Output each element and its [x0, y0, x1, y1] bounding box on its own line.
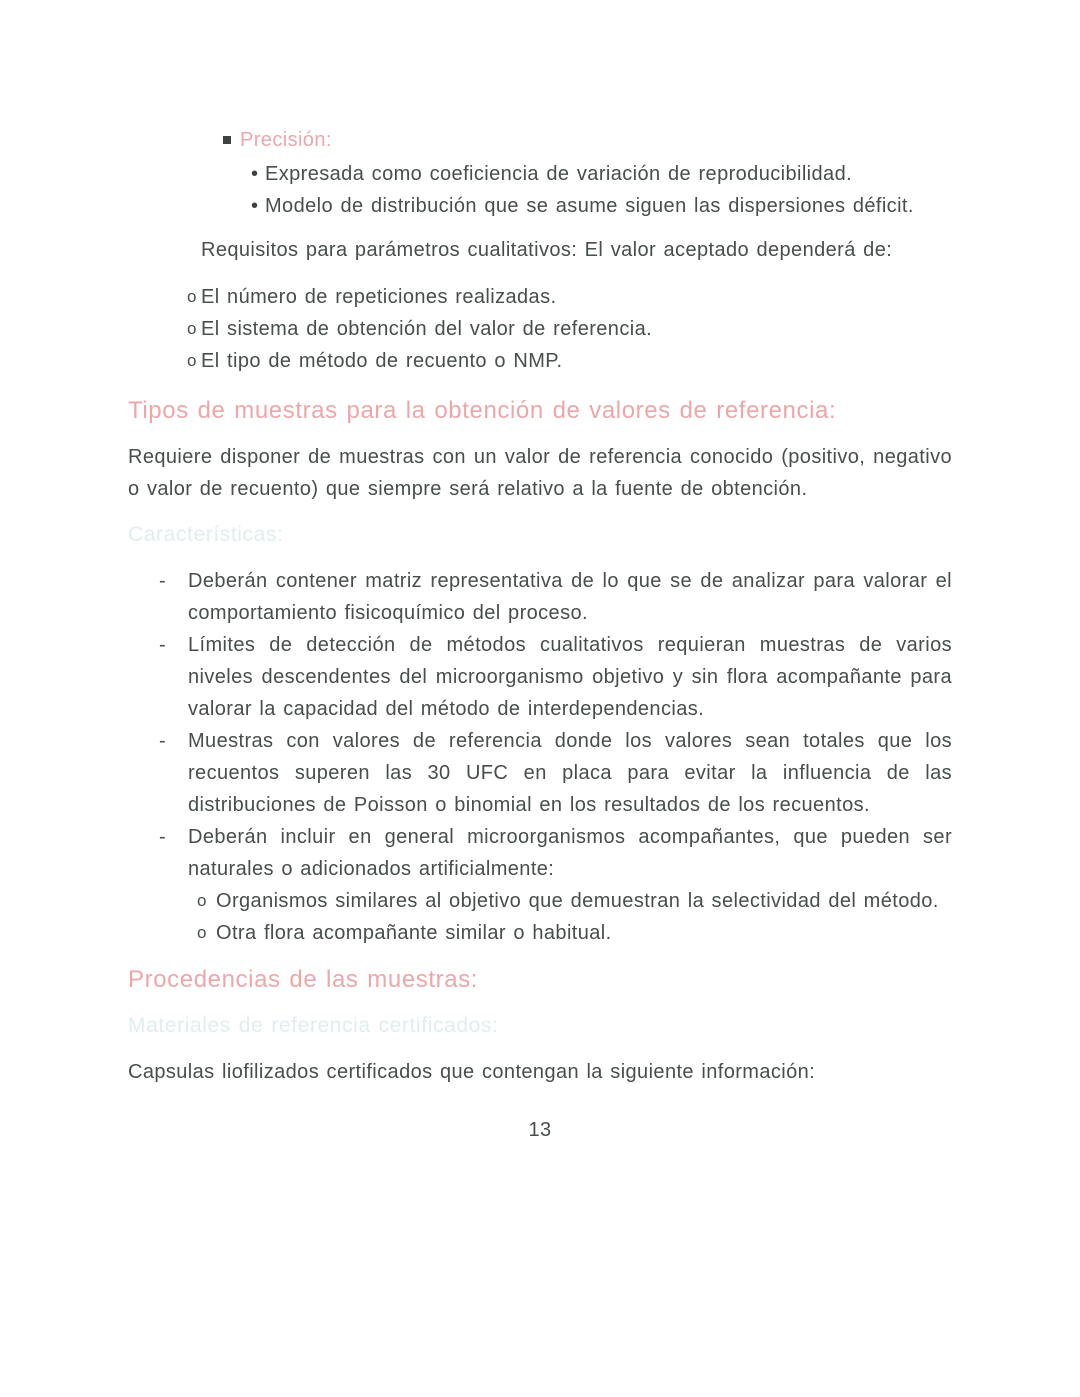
list-item-text: El sistema de obtención del valor de referencia. — [201, 318, 653, 340]
sublist-item — [188, 917, 952, 949]
materiales-paragraph: Capsulas liofilizados certificados que contengan la siguiente información: — [128, 1061, 816, 1083]
square-bullet-icon — [223, 136, 231, 144]
list-item — [128, 313, 952, 345]
list-item-text: El tipo de método de recuento o NMP. — [201, 350, 563, 372]
requisitos-paragraph: Requisitos para parámetros cualitativos: El valor aceptado dependerá de: — [201, 239, 893, 261]
page-number: 13 — [528, 1119, 552, 1141]
list-item — [128, 629, 952, 725]
sublist-item-text: Organismos similares al objetivo que demuestran la selectividad del método. — [216, 890, 939, 912]
caracteristicas-list — [128, 565, 952, 949]
subheading-materiales: Materiales de referencia certificados: — [128, 1014, 499, 1037]
list-item-text: Límites de detección de métodos cualitativos requieran muestras de varios niveles descendentes del microorganismo objetivo y sin flora acompañante para valorar la capacidad del método de interdependencias. — [188, 634, 952, 720]
sublist-item-text: Otra flora acompañante similar o habitual. — [216, 922, 612, 944]
requisitos-list — [128, 281, 952, 377]
page-footer — [128, 1114, 952, 1146]
precision-heading-row — [128, 124, 952, 156]
precision-label: Precisión: — [240, 129, 332, 151]
list-item — [128, 190, 952, 222]
heading-procedencias: Procedencias de las muestras: — [128, 966, 479, 993]
list-item-text: Muestras con valores de referencia donde los valores sean totales que los recuentos superen las 30 UFC en placa para evitar la influencia de las distribuciones de Poisson o binomial en los resultados de los recuentos. — [188, 730, 952, 816]
list-item-text: Expresada como coeficiencia de variación de reproducibilidad. — [265, 163, 853, 185]
list-item-text: Deberán incluir en general microorganismos acompañantes, que pueden ser naturales o adicionados artificialmente: — [188, 826, 952, 880]
list-item — [128, 821, 952, 949]
precision-list — [128, 158, 952, 222]
list-item — [128, 725, 952, 821]
list-item-text: El número de repeticiones realizadas. — [201, 286, 557, 308]
list-item — [128, 281, 952, 313]
list-item — [128, 565, 952, 629]
list-item-text: Modelo de distribución que se asume siguen las dispersiones déficit. — [265, 195, 914, 217]
list-item-text: Deberán contener matriz representativa de lo que se de analizar para valorar el comportamiento fisicoquímico del proceso. — [188, 570, 952, 624]
subheading-caracteristicas: Características: — [128, 523, 284, 546]
acompanantes-sublist — [188, 885, 952, 949]
heading-tipos-de-muestras: Tipos de muestras para la obtención de valores de referencia: — [128, 397, 837, 424]
list-item — [128, 158, 952, 190]
tipos-paragraph: Requiere disponer de muestras con un valor de referencia conocido (positivo, negativo o valor de recuento) que siempre será relativo a la fuente de obtención. — [128, 446, 952, 500]
sublist-item — [188, 885, 952, 917]
list-item — [128, 345, 952, 377]
